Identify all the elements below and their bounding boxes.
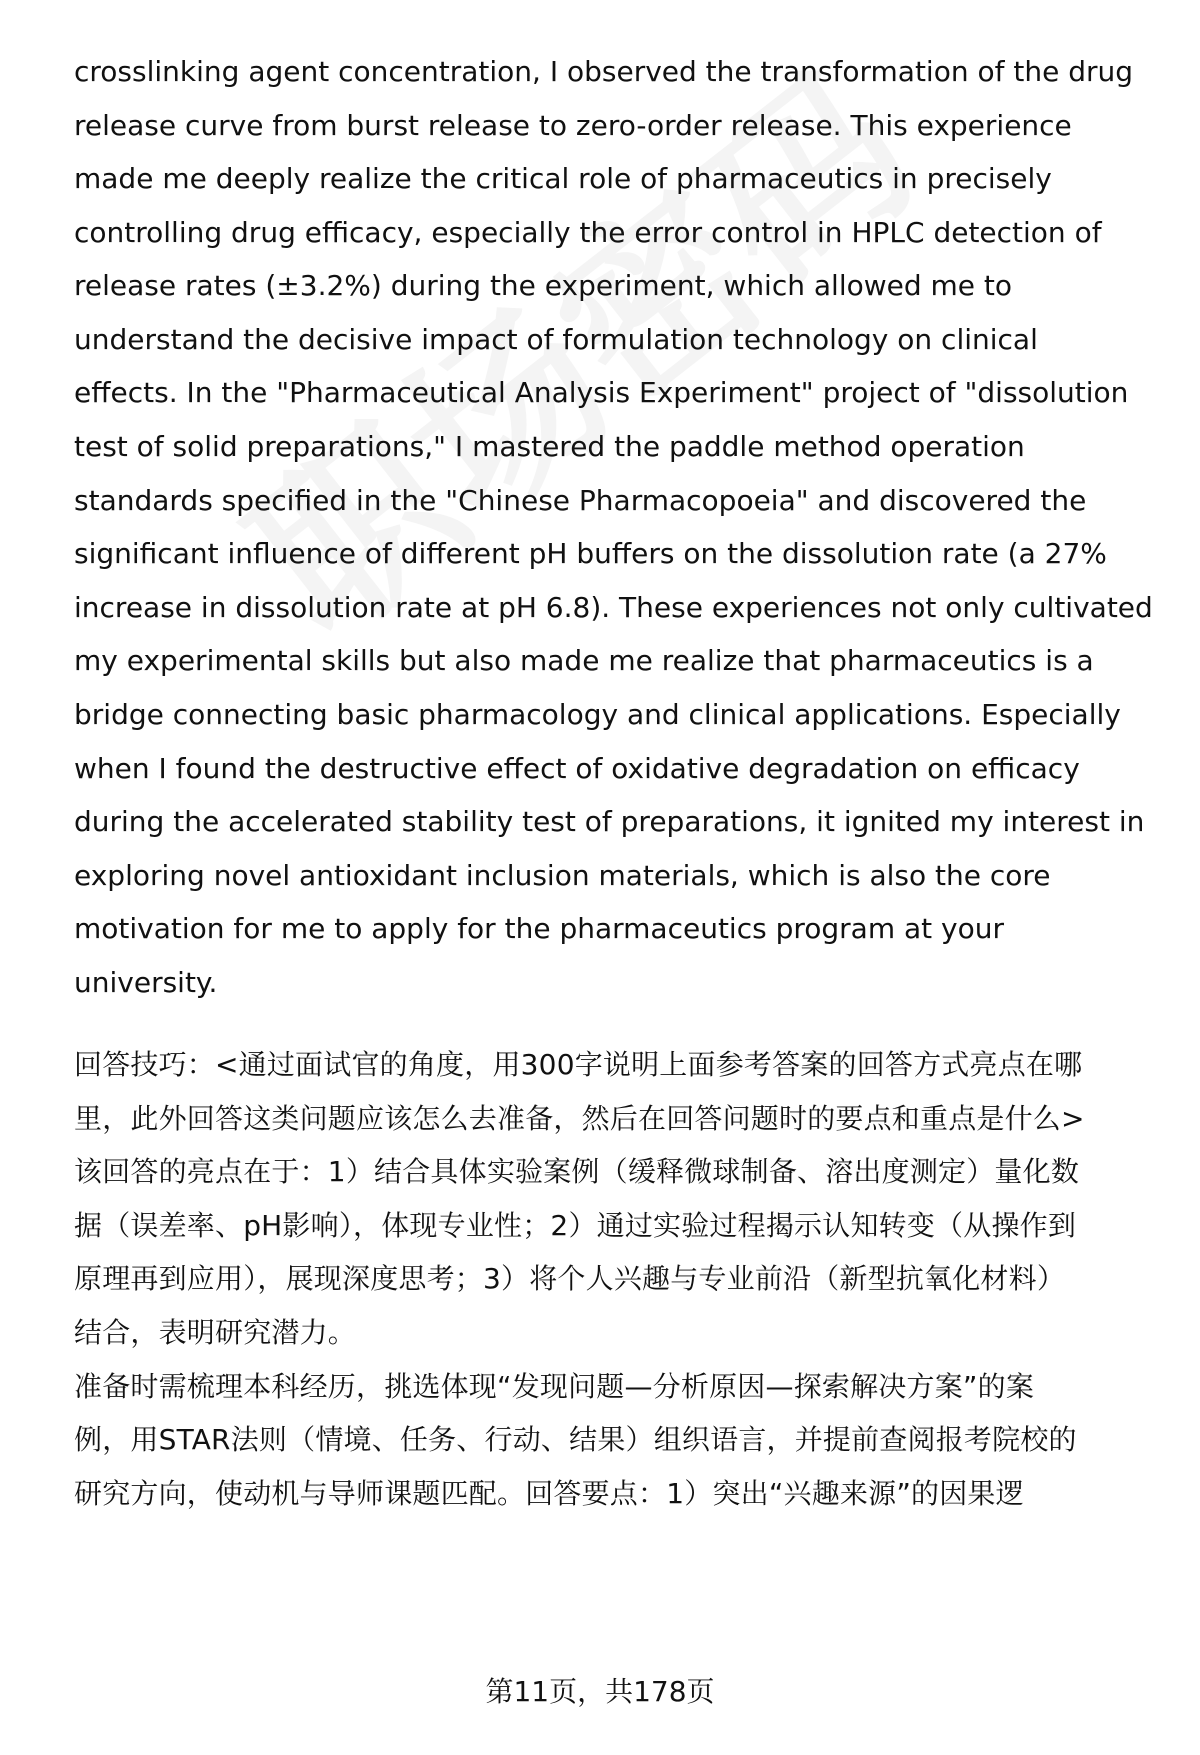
tips-line: 该回答的亮点在于：1）结合具体实验案例（缓释微球制备、溶出度测定）量化数: [74, 1155, 1080, 1188]
body-line: exploring novel antioxidant inclusion materials, which is also the core: [74, 859, 1051, 892]
body-line: my experimental skills but also made me realize that pharmaceutics is a: [74, 644, 1094, 677]
body-line: test of solid preparations," I mastered the paddle method operation: [74, 430, 1025, 463]
body-line: release rates (±3.2%) during the experiment, which allowed me to: [74, 269, 1013, 302]
tips-line: 据（误差率、pH影响），体现专业性；2）通过实验过程揭示认知转变（从操作到: [74, 1209, 1077, 1242]
body-line: when I found the destructive effect of oxidative degradation on efficacy: [74, 752, 1080, 785]
body-line: understand the decisive impact of formulation technology on clinical: [74, 323, 1038, 356]
body-line: university.: [74, 966, 218, 999]
body-line: controlling drug efficacy, especially the error control in HPLC detection of: [74, 216, 1102, 249]
body-line: made me deeply realize the critical role of pharmaceutics in precisely: [74, 162, 1052, 195]
body-line: effects. In the "Pharmaceutical Analysis Experiment" project of "dissolution: [74, 376, 1129, 409]
body-line: during the accelerated stability test of preparations, it ignited my interest in: [74, 805, 1145, 838]
body-line: standards specified in the "Chinese Pharmacopoeia" and discovered the: [74, 484, 1087, 517]
tips-line: 准备时需梳理本科经历，挑选体现“发现问题—分析原因—探索解决方案”的案: [74, 1370, 1035, 1403]
body-line: increase in dissolution rate at pH 6.8). These experiences not only cultivated: [74, 591, 1153, 624]
tips-line: 回答技巧：<通过面试官的角度，用300字说明上面参考答案的回答方式亮点在哪: [74, 1048, 1083, 1081]
body-line: release curve from burst release to zero-order release. This experience: [74, 109, 1072, 142]
tips-line: 里，此外回答这类问题应该怎么去准备，然后在回答问题时的要点和重点是什么>: [74, 1102, 1085, 1135]
tips-line: 例，用STAR法则（情境、任务、行动、结果）组织语言，并提前查阅报考院校的: [74, 1423, 1077, 1456]
page-footer: 第11页，共178页: [485, 1675, 715, 1708]
body-line: crosslinking agent concentration, I observed the transformation of the drug: [74, 55, 1134, 88]
tips-line: 结合，表明研究潜力。: [74, 1316, 357, 1349]
body-line: bridge connecting basic pharmacology and clinical applications. Especially: [74, 698, 1121, 731]
tips-line: 原理再到应用），展现深度思考；3）将个人兴趣与专业前沿（新型抗氧化材料）: [74, 1262, 1066, 1295]
body-line: significant influence of different pH buffers on the dissolution rate (a 27%: [74, 537, 1107, 570]
tips-line: 研究方向，使动机与导师课题匹配。回答要点：1）突出“兴趣来源”的因果逻: [74, 1477, 1024, 1510]
body-line: motivation for me to apply for the pharmaceutics program at your: [74, 912, 1005, 945]
